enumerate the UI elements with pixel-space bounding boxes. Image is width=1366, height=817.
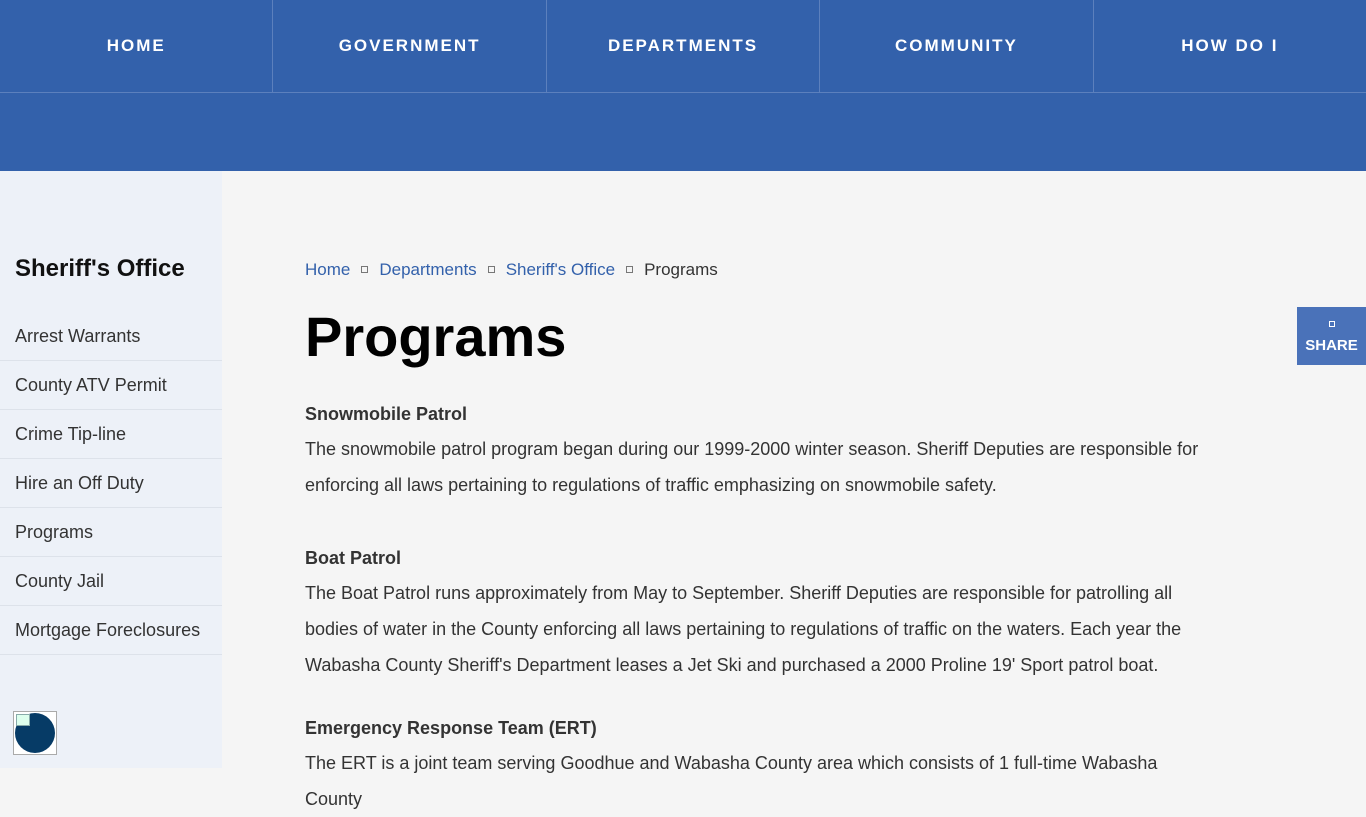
sidebar-item-arrest-warrants[interactable]: Arrest Warrants bbox=[0, 312, 222, 361]
section-heading: Boat Patrol bbox=[305, 548, 402, 568]
breadcrumb-current: Programs bbox=[644, 260, 718, 279]
sidebar bbox=[0, 171, 222, 768]
section-text: The ERT is a joint team serving Goodhue and Wabasha County area which consists of 1 full-time Wabasha County bbox=[305, 753, 1158, 809]
nav-government[interactable]: GOVERNMENT bbox=[273, 0, 546, 92]
article-body bbox=[305, 403, 1205, 817]
nav-home[interactable]: HOME bbox=[0, 0, 273, 92]
section-heading: Snowmobile Patrol bbox=[305, 404, 468, 424]
sidebar-title: Sheriff's Office bbox=[15, 255, 185, 282]
breadcrumb-separator-icon bbox=[488, 266, 495, 273]
section-text: The snowmobile patrol program began during our 1999-2000 winter season. Sheriff Deputies are responsible for enforcing all laws pertaining to regulations of traffic emphasizing on snowmobile safety. bbox=[305, 439, 1199, 495]
breadcrumb bbox=[305, 260, 718, 280]
broken-image-icon bbox=[16, 714, 30, 726]
sidebar-item-mortgage-foreclosures[interactable]: Mortgage Foreclosures bbox=[0, 606, 222, 655]
sidebar-item-hire-off-duty[interactable]: Hire an Off Duty bbox=[0, 459, 222, 508]
share-button[interactable] bbox=[1297, 307, 1366, 365]
nav-community[interactable]: COMMUNITY bbox=[820, 0, 1093, 92]
accessibility-widget-button[interactable] bbox=[13, 711, 57, 755]
site-header bbox=[0, 0, 1366, 171]
breadcrumb-separator-icon bbox=[361, 266, 368, 273]
share-label: SHARE bbox=[1305, 337, 1358, 354]
breadcrumb-separator-icon bbox=[626, 266, 633, 273]
section-heading: Emergency Response Team (ERT) bbox=[305, 718, 597, 738]
sidebar-item-county-jail[interactable]: County Jail bbox=[0, 557, 222, 606]
breadcrumb-departments[interactable]: Departments bbox=[379, 260, 477, 279]
section-emergency-response-team bbox=[305, 717, 1205, 817]
share-icon bbox=[1329, 321, 1335, 327]
section-snowmobile-patrol bbox=[305, 403, 1205, 503]
page-title: Programs bbox=[305, 305, 567, 368]
nav-how-do-i[interactable]: HOW DO I bbox=[1181, 36, 1279, 55]
sidebar-item-county-atv-permit[interactable]: County ATV Permit bbox=[0, 361, 222, 410]
sidebar-item-programs[interactable]: Programs bbox=[0, 508, 222, 557]
main-nav bbox=[0, 0, 1366, 93]
section-text: The Boat Patrol runs approximately from May to September. Sheriff Deputies are responsible for patrolling all bodies of water in the County enforcing all laws pertaining to regulations of traffic on the waters. Each year the Wabasha County Sheriff's Department leases a Jet Ski and purchased a 2000 Proline 19' Sport patrol boat. bbox=[305, 583, 1182, 675]
breadcrumb-sheriffs-office[interactable]: Sheriff's Office bbox=[505, 260, 616, 279]
sidebar-item-crime-tip-line[interactable]: Crime Tip-line bbox=[0, 410, 222, 459]
section-boat-patrol bbox=[305, 547, 1205, 683]
nav-departments[interactable]: DEPARTMENTS bbox=[547, 0, 820, 92]
breadcrumb-home[interactable]: Home bbox=[305, 260, 351, 279]
sidebar-menu bbox=[0, 312, 222, 655]
